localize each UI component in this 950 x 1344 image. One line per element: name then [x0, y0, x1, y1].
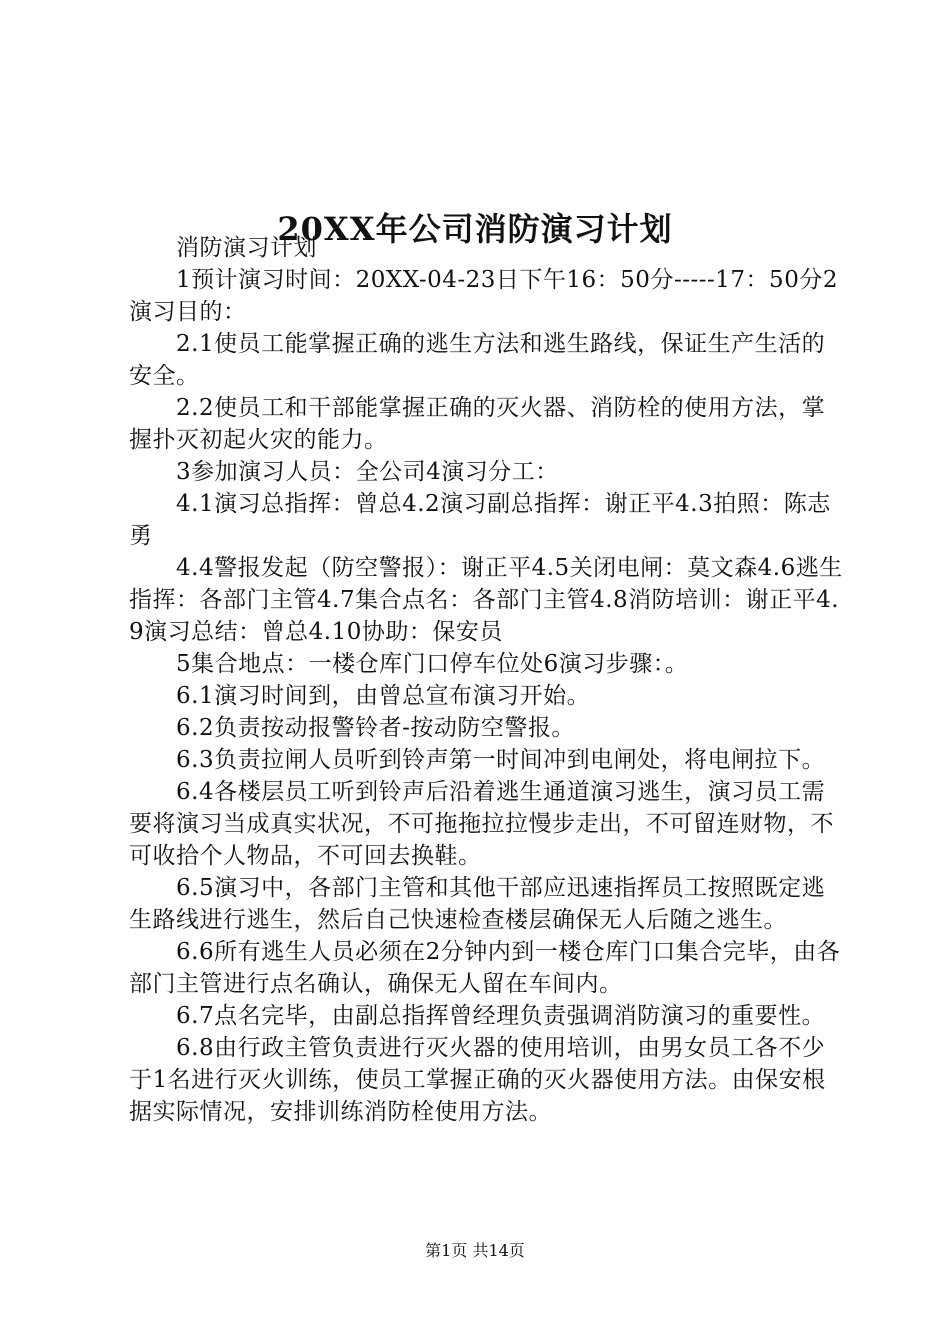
paragraph: 6.6所有逃生人员必须在2分钟内到一楼仓库门口集合完毕，由各部门主管进行点名确认，确保无人留在车间内。 — [129, 939, 841, 997]
document-body — [129, 232, 845, 1128]
paragraph: 1预计演习时间：20XX-04-23日下午16：50分-----17：50分2演习目的： — [129, 267, 838, 325]
page-footer: 第1页 共14页 — [425, 1241, 525, 1260]
paragraph: 6.4各楼层员工听到铃声后沿着逃生通道演习逃生，演习员工需要将演习当成真实状况，不可拖拖拉拉慢步走出，不可留连财物，不可收拾个人物品，不可回去换鞋。 — [129, 779, 834, 869]
paragraph: 6.3负责拉闸人员听到铃声第一时间冲到电闸处，将电闸拉下。 — [176, 747, 826, 773]
paragraph: 2.1使员工能掌握正确的逃生方法和逃生路线，保证生产生活的安全。 — [129, 331, 826, 389]
document-title: 20XX年公司消防演习计划 — [277, 210, 673, 249]
paragraph: 6.1演习时间到，由曾总宣布演习开始。 — [176, 683, 591, 709]
paragraph: 6.7点名完毕，由副总指挥曾经理负责强调消防演习的重要性。 — [176, 1003, 826, 1029]
paragraph: 2.2使员工和干部能掌握正确的灭火器、消防栓的使用方法，掌握扑灭初起火灾的能力。 — [129, 395, 826, 453]
paragraph: 消防演习计划 — [176, 235, 317, 261]
paragraph: 4.1演习总指挥：曾总4.2演习副总指挥：谢正平4.3拍照：陈志勇 — [129, 491, 831, 549]
paragraph: 6.8由行政主管负责进行灭火器的使用培训，由男女员工各不少于1名进行灭火训练，使员工掌握正确的灭火器使用方法。由保安根据实际情况，安排训练消防栓使用方法。 — [129, 1035, 826, 1125]
paragraph: 6.2负责按动报警铃者-按动防空警报。 — [176, 715, 575, 741]
paragraph: 4.4警报发起（防空警报）：谢正平4.5关闭电闸：莫文森4.6逃生指挥：各部门主管4.7集合点名：各部门主管4.8消防培训：谢正平4.9演习总结：曾总4.10协助：保安员 — [129, 555, 843, 645]
paragraph: 5集合地点：一楼仓库门口停车位处6演习步骤：。 — [176, 651, 689, 677]
paragraph: 3参加演习人员：全公司4演习分工： — [176, 459, 559, 485]
paragraph: 6.5演习中，各部门主管和其他干部应迅速指挥员工按照既定逃生路线进行逃生，然后自己快速检查楼层确保无人后随之逃生。 — [129, 875, 826, 933]
